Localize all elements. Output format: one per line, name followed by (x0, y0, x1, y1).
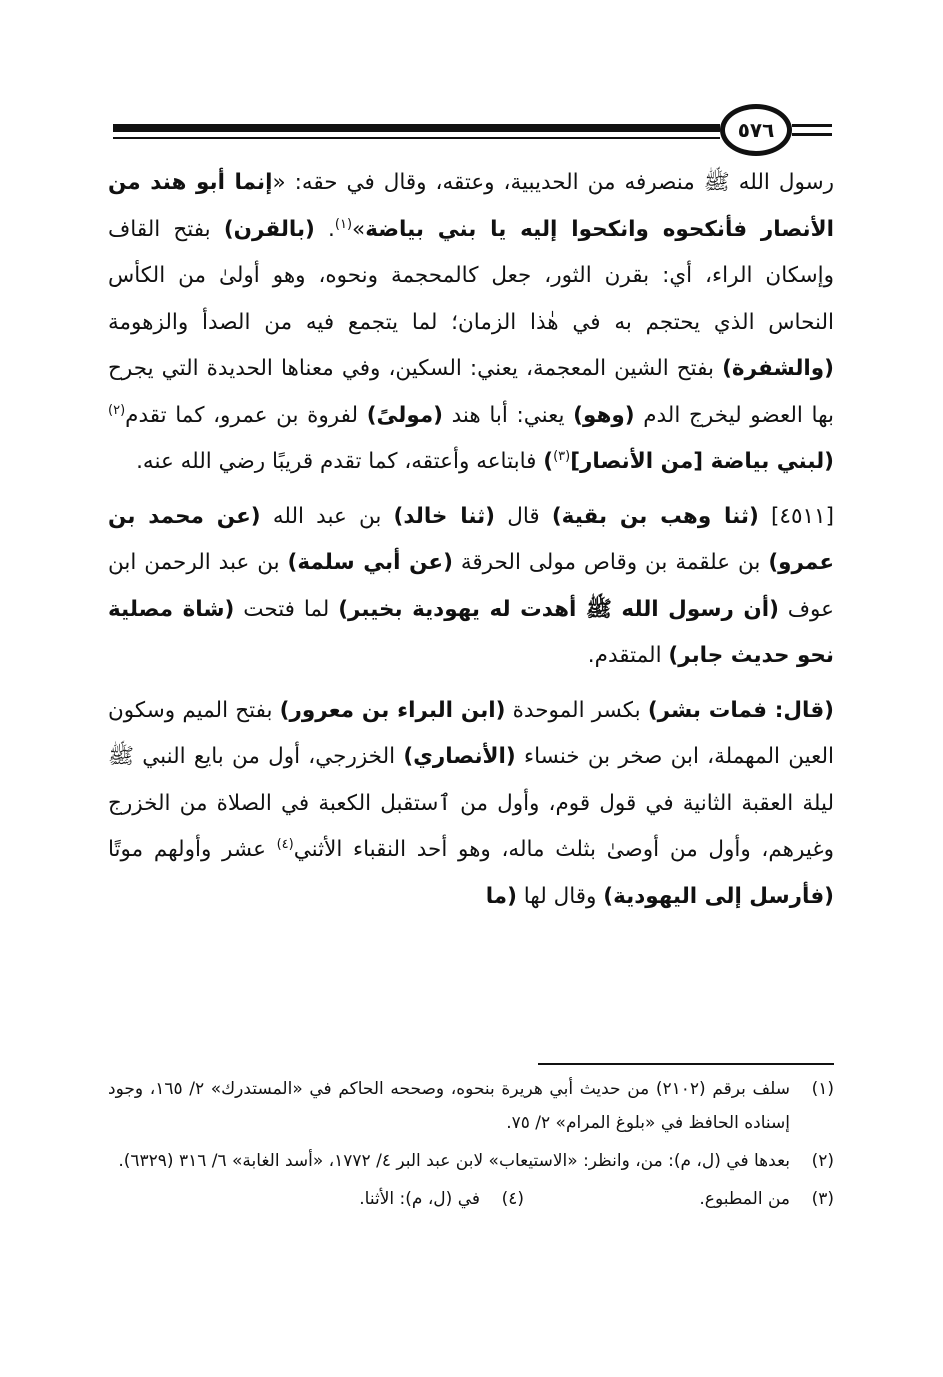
footnote-text: من المطبوع. (699, 1189, 790, 1209)
text-run: فابتاعه وأعتقه، كما تقدم قريبًا رضي الله عنه. (136, 449, 544, 474)
header-rule-right-bottom (792, 133, 832, 136)
main-text (108, 160, 834, 920)
bold-term: (وهو) (573, 402, 635, 428)
bold-term: (والشفرة) (722, 356, 834, 381)
bold-term: (ثنا خالد) (393, 503, 496, 529)
footnote-separator (538, 1063, 834, 1065)
footnote-1 (108, 1072, 834, 1140)
footnote-ref-1: (١) (334, 216, 353, 232)
footnote-text: بعدها في (ل، م): من، وانظر: «الاستيعاب» لابن عبد البر ٤/ ١٧٧٢، «أسد الغابة» ٦/ ٣١٦ (٦٣٢٩). (118, 1151, 790, 1171)
text-run: . (314, 216, 335, 242)
footnote-number: (٢) (811, 1151, 834, 1171)
header-rule-thick (113, 124, 720, 132)
text-run: عشر وأولهم موتًا (108, 837, 277, 862)
text-run: الخزرجي، أول من بايع النبي ﷺ ليلة العقبة الثانية في قول قوم، وأول من ٱستقبل الكعبة في الصلاة من الخزرج وغيرهم، وأول من أوصىٰ بثلث ماله، وهو أحد النقباء الأثني (108, 744, 834, 862)
text-run: المتقدم. (587, 643, 669, 668)
text-run: بن عبد الله (260, 503, 394, 529)
bold-term: (مولىً) (366, 402, 443, 428)
bold-term: (ابن البراء بن معرور) (279, 697, 506, 723)
footnote-number: (٣) (811, 1189, 834, 1209)
footnote-number: (٤) (501, 1189, 524, 1209)
bold-term: (شاة مصلية نحو حديث جابر) (108, 596, 834, 668)
header-rule-right-top (792, 124, 832, 127)
text-run: لفروة بن عمرو، كما تقدم (125, 402, 367, 428)
text-run: يعني: أبا هند (443, 402, 574, 428)
footnote-number: (١) (811, 1079, 834, 1099)
footnote-text: في (ل، م): الأثنا. (359, 1189, 480, 1209)
text-run: وقال لها (516, 883, 604, 909)
footnote-ref-2: (٢) (108, 402, 126, 418)
footnote-4 (224, 1182, 524, 1216)
page-number-badge (720, 104, 792, 156)
bold-term: (ما (485, 883, 517, 909)
footnote-text: سلف برقم (٢١٠٢) من حديث أبي هريرة بنحوه، وصححه الحاكم في «المستدرك» ٢/ ١٦٥، وجود إسناده الحافظ في «بلوغ المرام» ٢/ ٧٥. (108, 1079, 790, 1133)
bold-term: (أن رسول الله ﷺ أهدت له يهودية بخيبر) (338, 596, 779, 622)
text-run: بن علقمة بن وقاص مولى الحرقة (452, 550, 769, 575)
text-run: » (352, 216, 366, 242)
text-run: بفتح القاف وإسكان الراء، أي: بقرن الثور، جعل كالمحجمة ونحوه، وهو أولىٰ من الكأس النحاس الذي يحتجم به في هٰذا الزمان؛ لما يتجمع فيه من الصدأ والزهومة (108, 216, 834, 335)
bold-term: (لبني بياضة [من الأنصار] (570, 449, 834, 474)
bold-term: (الأنصاري) (403, 744, 516, 769)
paragraph-1 (108, 160, 834, 486)
footnotes (108, 1072, 834, 1216)
footnote-3 (534, 1182, 834, 1216)
text-run: لما فتحت (234, 596, 339, 622)
bold-term: ) (543, 449, 554, 474)
bold-term: (فأرسل إلى اليهودية) (603, 883, 834, 909)
hadith-number: [٤٥١١] (758, 503, 834, 529)
text-run: بن عبد الرحمن ابن عوف (108, 550, 834, 622)
bold-term: (بالقرن) (223, 216, 315, 242)
header-rule-thin (113, 137, 720, 139)
hadith-quote: إنما أبو هند من الأنصار فأنكحوه وانكحوا إليه يا بني بياضة (108, 170, 835, 242)
footnotes-row-3-4 (108, 1182, 834, 1216)
bold-term: (قال: فمات بشر) (647, 697, 834, 723)
text-run: بفتح الشين المعجمة، يعني: السكين، وفي معناها الحديدة التي يجرح بها العضو ليخرج الدم (108, 356, 834, 428)
paragraph-2 (108, 494, 834, 680)
footnote-2 (108, 1144, 834, 1178)
text-run: بفتح الميم وسكون العين المهملة، ابن صخر بن خنساء (108, 697, 834, 769)
bold-term: (عن أبي سلمة) (287, 550, 453, 575)
footnote-ref-4: (٤) (276, 836, 294, 852)
text-run: قال (495, 503, 552, 529)
page-number: ٥٧٦ (737, 118, 775, 142)
text-run: بكسر الموحدة (505, 697, 648, 723)
text-run: رسول الله ﷺ منصرفه من الحديبية، وعتقه، وقال في حقه: « (272, 170, 834, 195)
bold-term: (عن محمد بن عمرو) (108, 503, 835, 575)
page-header (0, 0, 943, 150)
footnote-ref-3: (٣) (553, 448, 571, 464)
paragraph-3 (108, 688, 834, 921)
bold-term: (ثنا وهب بن بقية) (551, 503, 759, 529)
